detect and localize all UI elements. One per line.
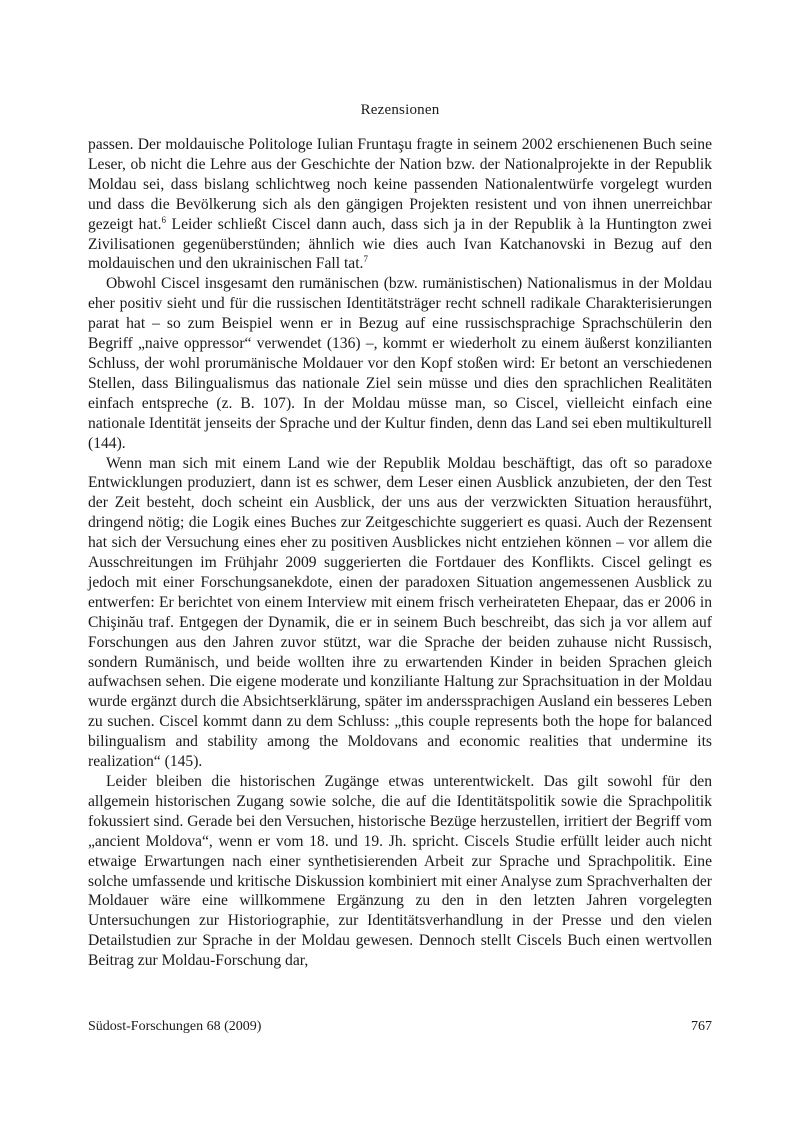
body-text (88, 135, 712, 971)
footnote-ref-7[interactable]: 7 (363, 254, 368, 265)
footnote-ref-6[interactable]: 6 (161, 214, 167, 225)
journal-citation: Südost-Forschungen 68 (2009) (88, 1019, 262, 1034)
paragraph-1-text-b: Leider schließt Ciscel dann auch, dass sich ja in der Republik à la Huntington zwei Zivilisationen gegenüberstünden; ähnlich wie dies auch Ivan Katchanovski in Bezug auf den moldauischen und den ukrainischen Fall tat. (88, 215, 712, 273)
paragraph-3: Wenn man sich mit einem Land wie der Republik Moldau beschäftigt, das oft so paradoxe Entwicklungen produziert, dann ist es schwer, dem Leser einen Ausblick anzubieten, der den Test der Zeit besteht, doch scheint ein Ausblick, der uns aus der verzwickten Situation herausführt, dringend nötig; die Logik eines Buches zur Zeitgeschichte suggeriert es quasi. Auch der Rezensent hat sich der Versuchung eines eher zu positiven Ausblickes nicht entziehen können – vor allem die Ausschreitungen im Frühjahr 2009 suggerierten die Fortdauer des Konflikts. Ciscel gelingt es jedoch mit einer Forschungsanekdote, einen der paradoxen Situation angemessenen Ausblick zu entwerfen: Er berichtet von einem Interview mit einem frisch verheirateten Ehepaar, das er 2006 in Chişinău traf. Entgegen der Dynamik, die er in seinem Buch beschreibt, das sich ja vor allem auf Forschungen aus den Jahren zuvor stützt, war die Sprache der beiden zuhause nicht Russisch, sondern Rumänisch, und beide wollten ihre zu erwartenden Kinder in beiden Sprachen gleich aufwachsen sehen. Die eigene moderate und konziliante Haltung zur Sprachsituation in der Moldau wurde ergänzt durch die Absichtserklärung, später im anderssprachigen Ausland ein besseres Leben zu suchen. Ciscel kommt dann zu dem Schluss: „this couple represents both the hope for balanced bilingualism and stability among the Moldovans and economic realities that undermine its realization“ (145). (88, 454, 712, 771)
running-head: Rezensionen (360, 102, 440, 118)
paragraph-4: Leider bleiben die historischen Zugänge etwas unterentwickelt. Das gilt sowohl für den allgemein historischen Zugang sowie solche, die auf die Identitätspolitik sowie die Sprachpolitik fokussiert sind. Gerade bei den Versuchen, historische Bezüge herzustellen, irritiert der Begriff vom „ancient Moldova“, wenn er vom 18. und 19. Jh. spricht. Ciscels Studie erfüllt leider auch nicht etwaige Erwartungen nach einer synthetisierenden Arbeit zur Sprache und Sprachpolitik. Eine solche umfassende und kritische Diskussion kombiniert mit einer Analyse zum Sprachverhalten der Moldauer wäre eine willkommene Ergänzung zu den in den letzten Jahren vorgelegten Untersuchungen zur Historiographie, zur Identitätsverhandlung in der Presse und den vielen Detailstudien zur Sprache in der Moldau gewesen. Dennoch stellt Ciscels Buch einen wertvollen Beitrag zur Moldau-Forschung dar, (88, 773, 712, 970)
page-number: 767 (691, 1019, 712, 1034)
paragraph-1-text-a: passen. Der moldauische Politologe Iulian Fruntaşu fragte in seinem 2002 erschienenen Buch seine Leser, ob nicht die Lehre aus der Geschichte der Nation bzw. der Nationalprojekte in der Republik Moldau sei, dass bislang schlichtweg noch keine passenden Nationalentwürfe vorgelegt wurden und dass die Bevölkerung sich als den gängigen Projekten resistent und von ihnen unerreichbar gezeigt hat. (88, 136, 712, 233)
paragraph-2: Obwohl Ciscel insgesamt den rumänischen (bzw. rumänistischen) Nationalismus in der Moldau eher positiv sieht und für die russischen Identitätsträger recht schnell radikale Charakterisierungen parat hat – so zum Beispiel wenn er in Bezug auf eine russischsprachige Sprachschülerin den Begriff „naive oppressor“ verwendet (136) –, kommt er wiederholt zu einem äußerst konzilianten Schluss, der wohl prorumänische Moldauer vor den Kopf stoßen wird: Er betont an verschiedenen Stellen, dass Bilingualismus das nationale Ziel sein müsse und dies den sprachlichen Realitäten einfach entspreche (z. B. 107). In der Moldau müsse man, so Ciscel, vielleicht einfach eine nationale Identität jenseits der Sprache und der Kultur finden, denn das Land sei eben multikulturell (144). (88, 275, 713, 452)
paragraph-1 (88, 135, 712, 274)
